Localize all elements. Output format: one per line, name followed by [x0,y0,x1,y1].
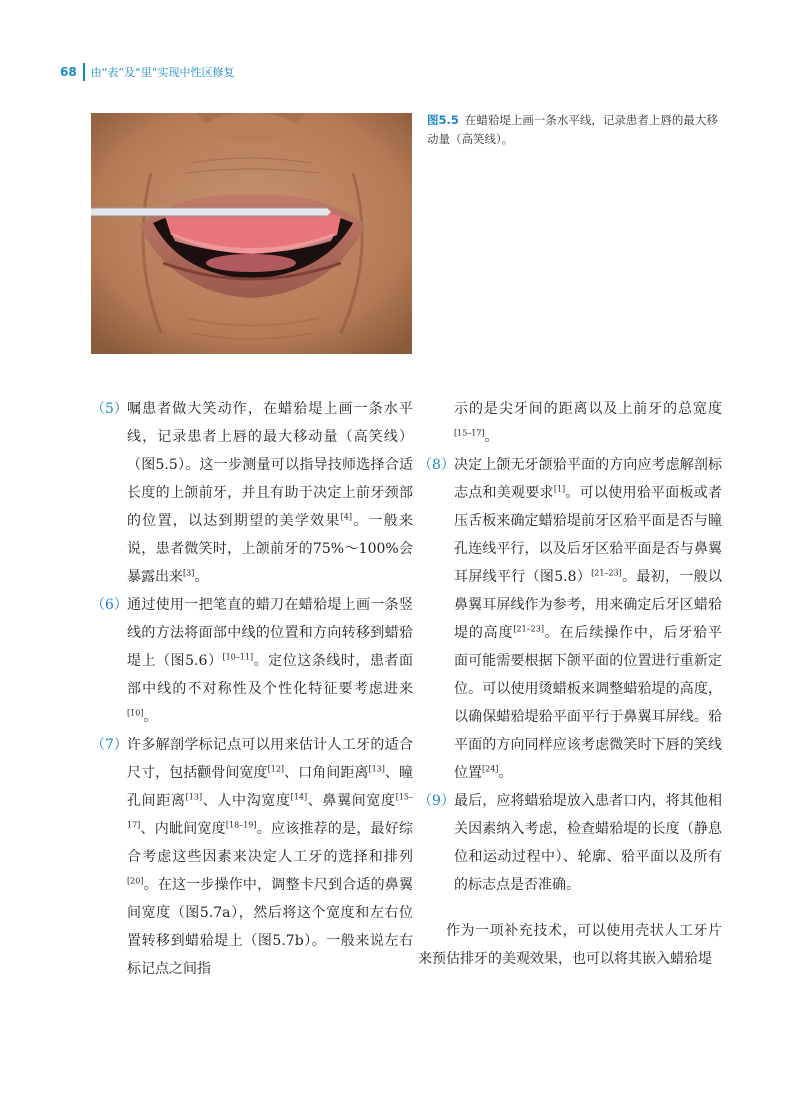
item-text-part: 。 [143,709,158,725]
item-text-part: 。在后续操作中，后牙𬌗平面可能需要根据下颌平面的位置进行重新定位。可以使用烫蜡板来调整蜡𬌗堤的高度，以确保蜡𬌗堤𬌗平面平行于鼻翼耳屏线。𬌗平面的方向同样应该考虑微笑时下唇的笑线位置 [454,625,723,781]
item-text-part: 。应该推荐的是，最好综合考虑这些因素来决定人工牙的选择和排列 [127,821,414,865]
item-text [454,451,722,787]
citation: [20] [127,876,144,886]
citation: [3] [183,568,195,578]
list-item-7 [91,731,413,983]
item-text-part: 示的是尖牙间的距离以及上前牙的总宽度 [454,401,722,417]
list-item-9 [418,787,722,899]
citation: [14] [290,792,308,802]
item-text-part: 、瞳孔间距离 [127,765,414,809]
body-paragraph: 作为一项补充技术，可以使用壳状人工牙片来预估排牙的美观效果，也可以将其嵌入蜡𬌗堤 [418,923,722,967]
figure-label: 图5.5 [427,113,459,127]
citation: [13] [185,792,203,802]
item-text-part: 。在这一步操作中，调整卡尺到合适的鼻翼间宽度（图5.7a），然后将这个宽度和左右位置转移到蜡𬌗堤上（图5.7b）。一般来说左右标记点之间指 [127,877,413,977]
left-column [91,395,413,983]
citation: [21–23] [513,624,544,634]
page-number: 68 [60,65,77,79]
item-text-part: 、内眦间宽度 [140,821,226,837]
item-text-part: 、口角间距离 [284,765,369,781]
citation: [4] [340,512,352,522]
header-divider [83,63,85,81]
item-text-part: 嘱患者做大笑动作，在蜡𬌗堤上画一条水平线，记录患者上唇的最大移动量（高笑线）（图5.5）。这一步测量可以指导技师选择合适长度的上颌前牙，并且有助于决定上前牙颈部的位置，以达到期望的美学效果 [127,401,413,529]
citation: [12] [267,764,285,774]
item-text: 最后，应将蜡𬌗堤放入患者口内，将其他相关因素纳入考虑，检查蜡𬌗堤的长度（静息位和运动过程中）、轮廓、𬌗平面以及所有的标志点是否准确。 [454,793,722,893]
citation: [13] [368,764,385,774]
item-text-part: 。一般来说，患者微笑时，上颌前牙的75%～100%会暴露出来 [127,513,414,585]
citation: [10] [127,708,144,718]
running-header [60,62,235,82]
item-number: （6） [91,597,128,613]
item-text-part: 。定位这条线时，患者面部中线的不对称性及个性化特征要考虑进来 [127,653,414,697]
item-text-part: 。可以使用𬌗平面板或者压舌板来确定蜡𬌗堤前牙区𬌗平面是否与瞳孔连线平行，以及后牙区𬌗平面是否与鼻翼耳屏线平行（图5.8） [454,485,723,585]
item-text-part: 许多解剖学标记点可以用来估计人工牙的适合尺寸，包括颧骨间宽度 [127,737,413,781]
item-number: （9） [418,793,455,809]
continued-text [418,395,722,451]
item-text [127,731,413,983]
list-item-6 [91,591,413,731]
item-number: （8） [418,457,455,473]
list-item-8 [418,451,722,787]
item-text-part: 、人中沟宽度 [202,793,291,809]
item-text-part: 、鼻翼间宽度 [307,793,396,809]
figure-caption-text: 在蜡𬌗堤上画一条水平线，记录患者上唇的最大移动量（高笑线）。 [427,113,718,146]
citation: [15–17] [454,428,485,438]
citation: [21–23] [591,568,622,578]
running-title: 由“表”及“里”实现中性区修复 [90,66,235,79]
citation: [1] [553,484,566,494]
item-text-part: 。 [498,765,513,781]
citation: [10–11] [222,652,254,662]
item-text [127,591,413,731]
citation: [18–19] [225,820,257,830]
figure-caption [427,111,727,149]
item-text-part: 。最初，一般以鼻翼耳屏线作为参考，用来确定后牙区蜡𬌗堤的高度 [454,569,723,641]
figure-photo-lips-with-wax-rim [91,113,412,354]
right-column [418,395,722,973]
item-text [127,395,413,591]
citation: [15–17] [127,792,414,830]
item-text-part: 通过使用一把笔直的蜡刀在蜡𬌗堤上画一条竖线的方法将面部中线的位置和方向转移到蜡𬌗堤上（图5.6） [127,597,413,669]
item-number: （5） [91,401,128,417]
list-item-5 [91,395,413,591]
item-text-part: 。 [194,569,209,585]
item-number: （7） [91,737,128,753]
item-text-part: 决定上颌无牙颌𬌗平面的方向应考虑解剖标志点和美观要求 [454,457,722,501]
citation: [24] [482,764,499,774]
item-text-part: 。 [484,429,499,445]
